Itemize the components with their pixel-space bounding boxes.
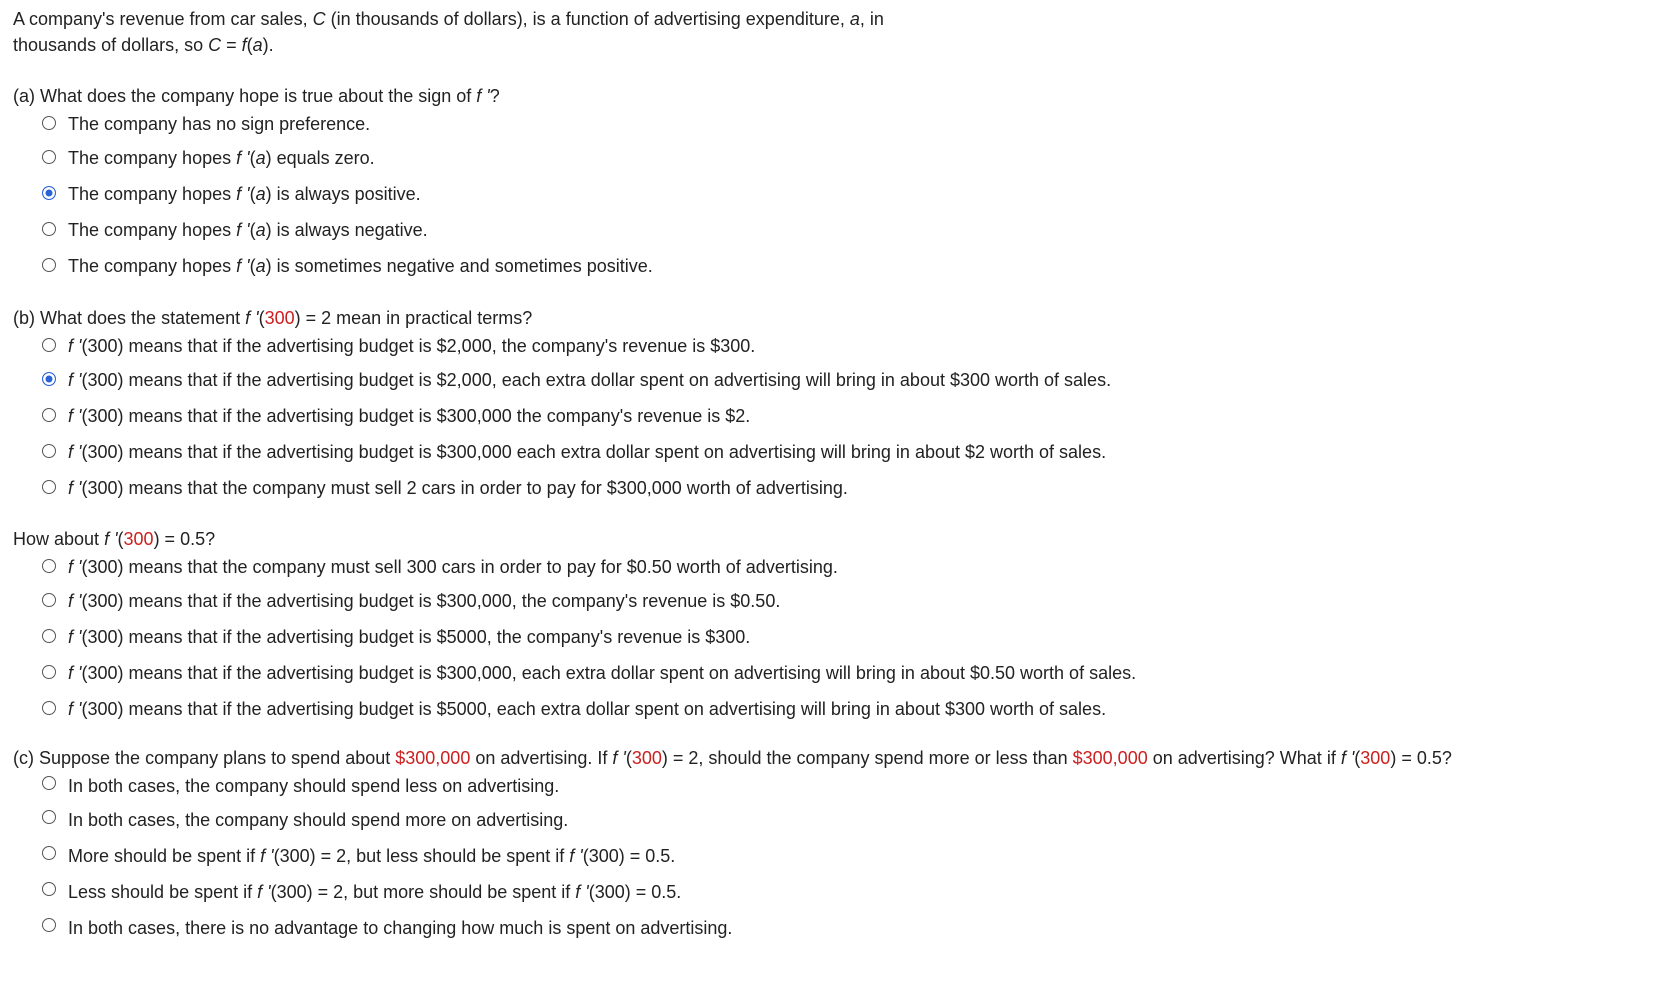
radio-button[interactable] [42, 444, 56, 458]
radio-button[interactable] [42, 186, 56, 200]
part-b-option[interactable]: f '(300) means that if the advertising budget is $300,000 each extra dollar spent on advertising will bring in about $2 worth of sales. [13, 434, 532, 470]
part-b-question: (b) What does the statement f '(300) = 2 mean in practical terms? [13, 308, 533, 328]
part-b-options [13, 330, 1112, 506]
radio-button[interactable] [42, 372, 56, 386]
part-c-question: (c) Suppose the company plans to spend about $300,000 on advertising. If f '(300) = 2, should the company spend more or less than $300,000 on advertising? What if f '(300) = 0.5? [13, 748, 1452, 768]
radio-button[interactable] [42, 776, 56, 790]
radio-button[interactable] [42, 150, 56, 164]
part-c-option[interactable]: Less should be spent if f '(300) = 2, but more should be spent if f '(300) = 0.5. [13, 874, 1452, 910]
part-a [13, 84, 653, 284]
part-how-option[interactable]: f '(300) means that the company must sell 300 cars in order to pay for $0.50 worth of advertising. [13, 551, 215, 583]
radio-button[interactable] [42, 665, 56, 679]
radio-button[interactable] [42, 629, 56, 643]
radio-button[interactable] [42, 846, 56, 860]
part-a-option[interactable]: The company has no sign preference. [13, 108, 500, 140]
part-a-option[interactable]: The company hopes f '(a) is always negative. [13, 212, 500, 248]
part-a-option[interactable]: The company hopes f '(a) is always positive. [13, 176, 500, 212]
part-how-option[interactable]: f '(300) means that if the advertising budget is $300,000, each extra dollar spent on advertising will bring in about $0.50 worth of sales. [13, 655, 215, 691]
part-c-option[interactable]: In both cases, the company should spend more on advertising. [13, 802, 1452, 838]
part-c-option[interactable]: More should be spent if f '(300) = 2, but less should be spent if f '(300) = 0.5. [13, 838, 1452, 874]
radio-button[interactable] [42, 559, 56, 573]
intro-line-2: thousands of dollars, so C = f(a). [13, 35, 274, 55]
radio-button[interactable] [42, 116, 56, 130]
problem-page [13, 6, 1653, 938]
var-a: a [849, 9, 860, 29]
part-b-option[interactable]: f '(300) means that the company must sell 2 cars in order to pay for $300,000 worth of advertising. [13, 470, 532, 506]
radio-button[interactable] [42, 882, 56, 896]
radio-button[interactable] [42, 918, 56, 932]
var-C: C [312, 9, 326, 29]
part-how-options [13, 551, 1137, 727]
radio-button[interactable] [42, 701, 56, 715]
radio-button[interactable] [42, 810, 56, 824]
part-how-about [13, 527, 1137, 727]
radio-button[interactable] [42, 338, 56, 352]
part-c [13, 746, 1452, 946]
part-b-option[interactable]: f '(300) means that if the advertising budget is $300,000 the company's revenue is $2. [13, 398, 532, 434]
radio-button[interactable] [42, 222, 56, 236]
part-c-option[interactable]: In both cases, the company should spend less on advertising. [13, 770, 1452, 802]
radio-button[interactable] [42, 258, 56, 272]
problem-intro [13, 6, 1653, 58]
part-b-option[interactable]: f '(300) means that if the advertising budget is $2,000, each extra dollar spent on advertising will bring in about $300 worth of sales. [13, 362, 532, 398]
part-c-options [13, 770, 1452, 946]
part-a-question: (a) What does the company hope is true about the sign of f '? [13, 86, 500, 106]
part-c-option[interactable]: In both cases, there is no advantage to changing how much is spent on advertising. [13, 910, 1452, 946]
part-b [13, 306, 1112, 506]
radio-button[interactable] [42, 480, 56, 494]
part-a-options [13, 108, 653, 284]
radio-button[interactable] [42, 408, 56, 422]
part-b-option[interactable]: f '(300) means that if the advertising budget is $2,000, the company's revenue is $300. [13, 330, 532, 362]
part-how-option[interactable]: f '(300) means that if the advertising budget is $5000, each extra dollar spent on advertising will bring in about $300 worth of sales. [13, 691, 215, 727]
radio-button[interactable] [42, 593, 56, 607]
part-how-question: How about f '(300) = 0.5? [13, 529, 216, 549]
part-a-option[interactable]: The company hopes f '(a) equals zero. [13, 140, 500, 176]
part-a-option[interactable]: The company hopes f '(a) is sometimes negative and sometimes positive. [13, 248, 500, 284]
part-how-option[interactable]: f '(300) means that if the advertising budget is $300,000, the company's revenue is $0.50. [13, 583, 215, 619]
intro-line-1: A company's revenue from car sales, C (in thousands of dollars), is a function of advertising expenditure, a, in [13, 9, 884, 29]
part-how-option[interactable]: f '(300) means that if the advertising budget is $5000, the company's revenue is $300. [13, 619, 215, 655]
